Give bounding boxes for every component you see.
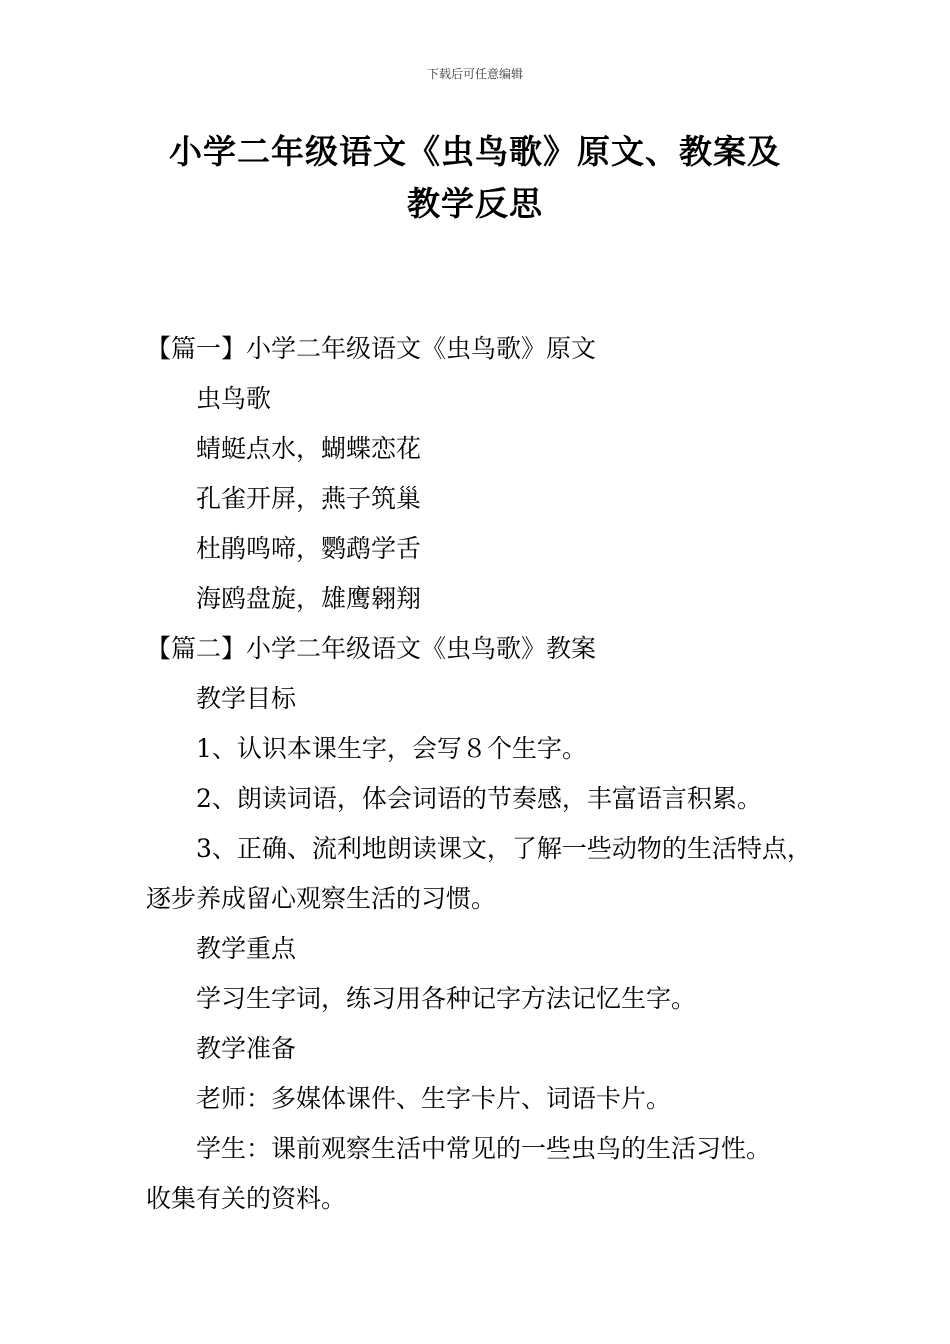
document-body [146,324,836,1224]
prep-title: 教学准备 [196,1034,297,1063]
poem-line-1: 蜻蜓点水，蝴蝶恋花 [196,434,422,463]
document-title [120,126,830,230]
goal-3-line-2: 逐步养成留心观察生活的习惯。 [146,884,497,913]
section-heading-2: 【篇二】小学二年级语文《虫鸟歌》教案 [146,634,597,663]
key-text: 学习生字词，练习用各种记字方法记忆生字。 [196,984,697,1013]
prep-student-line-2: 收集有关的资料。 [146,1184,347,1213]
poem-line-2: 孔雀开屏，燕子筑巢 [196,484,422,513]
prep-student-line-1: 学生：课前观察生活中常见的一些虫鸟的生活习性。 [196,1134,772,1163]
prep-teacher: 老师：多媒体课件、生字卡片、词语卡片。 [196,1084,672,1113]
goal-1: 1、认识本课生字，会写８个生字。 [196,734,587,763]
goal-3-line-1: 3、正确、流利地朗读课文，了解一些动物的生活特点， [196,834,812,863]
poem-line-4: 海鸥盘旋，雄鹰翱翔 [196,584,422,613]
key-title: 教学重点 [196,934,297,963]
section-heading-1: 【篇一】小学二年级语文《虫鸟歌》原文 [146,334,597,363]
title-line-1: 小学二年级语文《虫鸟歌》原文、教案及 [169,132,781,171]
title-line-2: 教学反思 [407,184,543,223]
goals-title: 教学目标 [196,684,297,713]
poem-title: 虫鸟歌 [196,384,272,413]
poem-line-3: 杜鹃鸣啼，鹦鹉学舌 [196,534,422,563]
header-note: 下载后可任意编辑 [426,67,523,81]
goal-2: 2、朗读词语，体会词语的节奏感，丰富语言积累。 [196,784,762,813]
